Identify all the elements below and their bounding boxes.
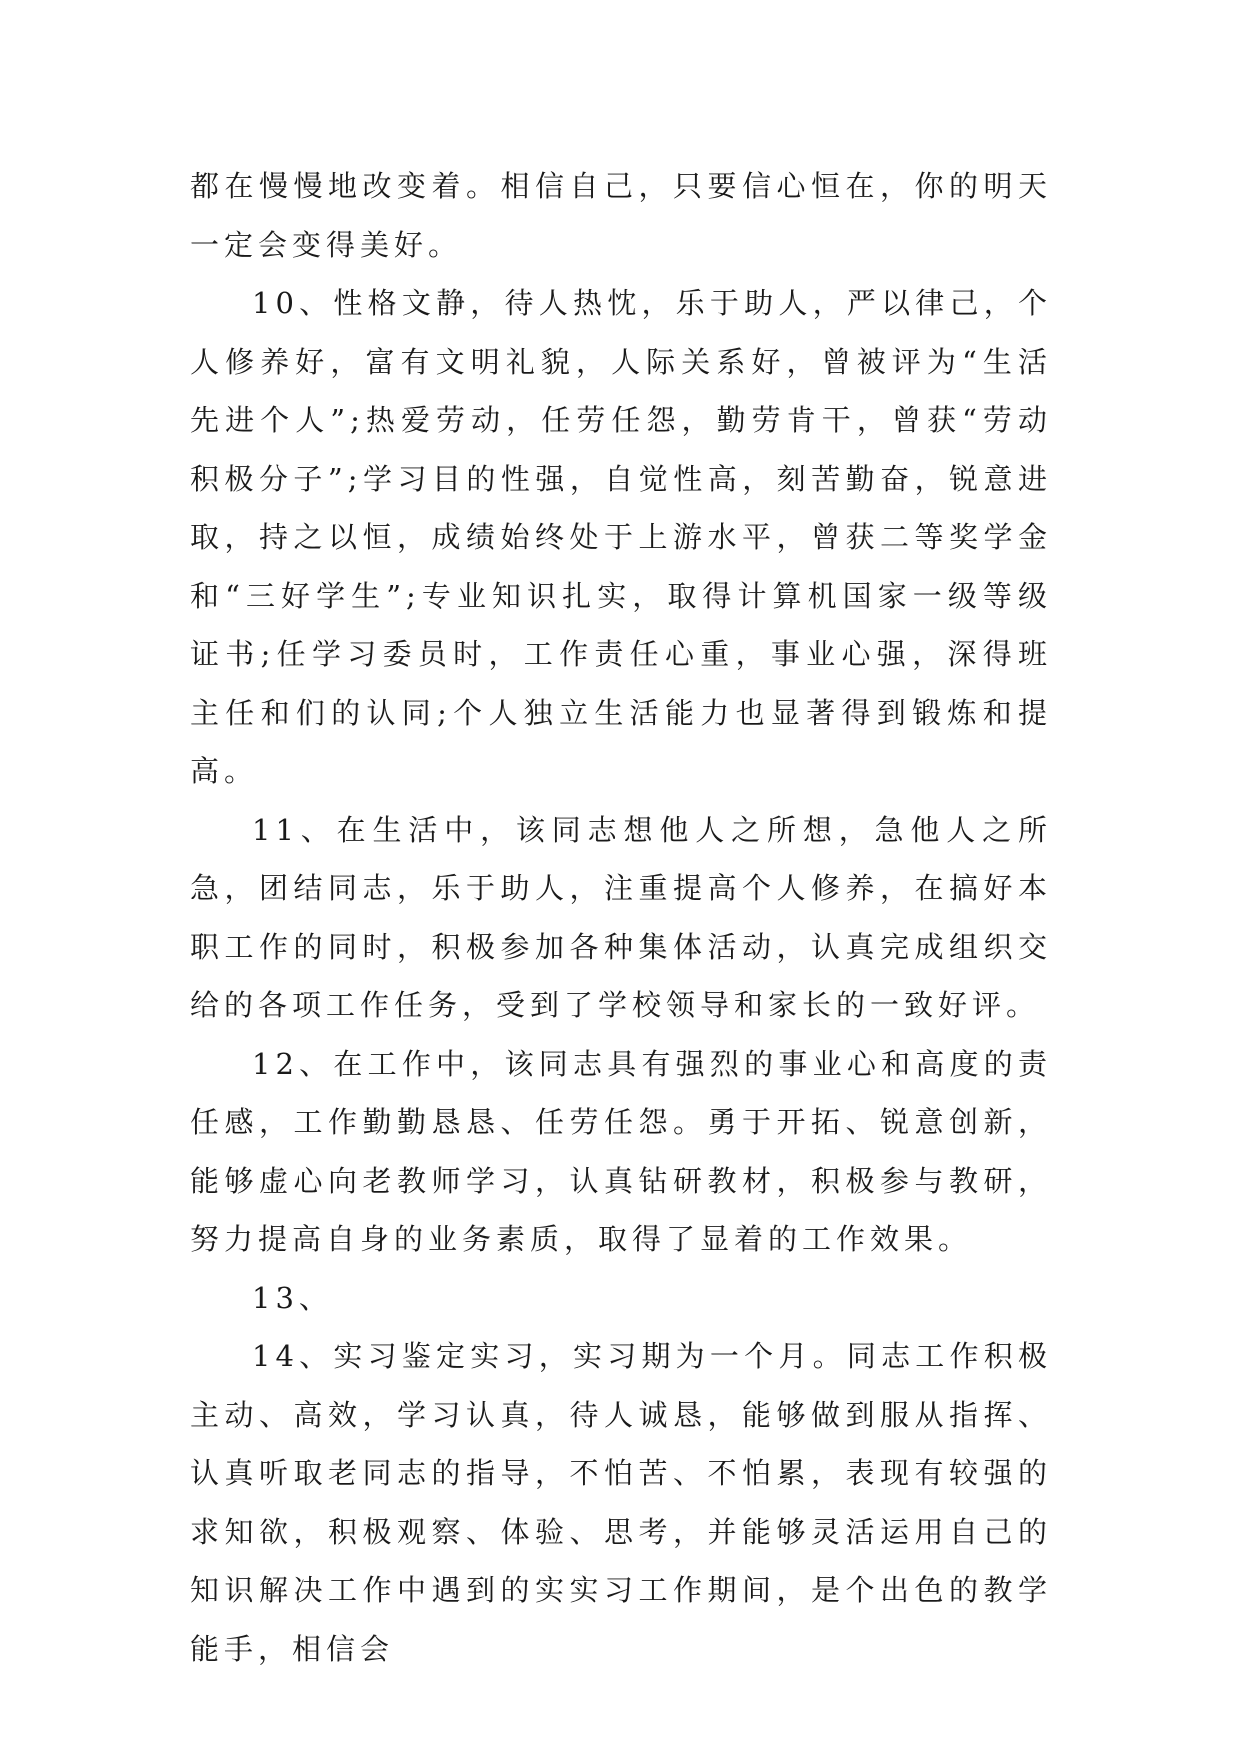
document-page <box>190 157 1052 1678</box>
paragraph-continuation: 都在慢慢地改变着。相信自己，只要信心恒在，你的明天一定会变得美好。 <box>190 169 1052 262</box>
paragraph-item-11: 11、在生活中，该同志想他人之所想，急他人之所急，团结同志，乐于助人，注重提高个人修养，在搞好本职工作的同时，积极参加各种集体活动，认真完成组织交给的各项工作任务，受到了学校领导和家长的一致好评。 <box>190 812 1052 1022</box>
paragraph-item-10: 10、性格文静，待人热忱，乐于助人，严以律己，个人修养好，富有文明礼貌，人际关系好，曾被评为“生活先进个人”;热爱劳动，任劳任怨，勤劳肯干，曾获“劳动积极分子”;学习目的性强，自觉性高，刻苦勤奋，锐意进取，持之以恒，成绩始终处于上游水平，曾获二等奖学金和“三好学生”;专业知识扎实，取得计算机国家一级等级证书;任学习委员时，工作责任心重，事业心强，深得班主任和们的认同;个人独立生活能力也显著得到锻炼和提高。 <box>190 286 1052 788</box>
paragraph-item-13: 13、 <box>252 1280 333 1315</box>
paragraph-item-12: 12、在工作中，该同志具有强烈的事业心和高度的责任感，工作勤勤恳恳、任劳任怨。勇于开拓、锐意创新，能够虚心向老教师学习，认真钻研教材，积极参与教研，努力提高自身的业务素质，取得了显着的工作效果。 <box>190 1046 1052 1256</box>
paragraph-item-14: 14、实习鉴定实习，实习期为一个月。同志工作积极主动、高效，学习认真，待人诚恳，能够做到服从指挥、认真听取老同志的指导，不怕苦、不怕累，表现有较强的求知欲，积极观察、体验、思考，并能够灵活运用自己的知识解决工作中遇到的实实习工作期间，是个出色的教学能手，相信会 <box>190 1339 1052 1666</box>
